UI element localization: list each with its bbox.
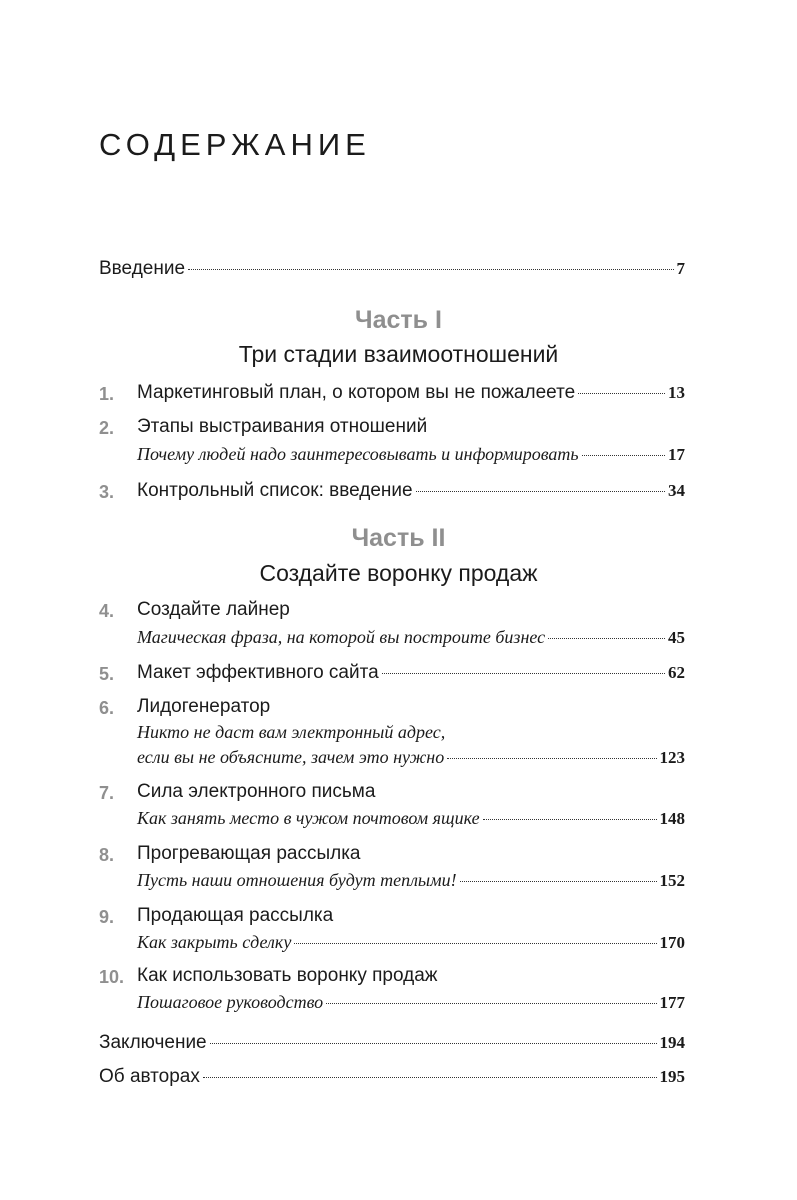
- leader-dots: [483, 819, 657, 820]
- page-title: СОДЕРЖАНИЕ: [99, 127, 371, 162]
- chapter-title: Сила электронного письма: [137, 781, 376, 802]
- toc-entry-chapter-3[interactable]: [137, 480, 685, 502]
- toc-entry-chapter-6-subtitle[interactable]: [137, 747, 685, 768]
- page-number: 45: [668, 628, 685, 647]
- chapter-title: Лидогенератор: [137, 696, 271, 717]
- chapter-title: Этапы выстраивания отношений: [137, 416, 428, 437]
- page-number: 177: [659, 993, 685, 1012]
- page-number: 170: [659, 933, 685, 952]
- chapter-subtitle: Никто не даст вам электронный адрес,: [137, 722, 446, 742]
- chapter-number: 9.: [99, 907, 115, 927]
- page-number: 152: [659, 871, 685, 890]
- chapter-number: 1.: [99, 384, 115, 404]
- leader-dots: [582, 455, 665, 456]
- toc-entry-label: Об авторах: [99, 1066, 200, 1087]
- toc-entry-chapter-7: [137, 781, 375, 803]
- chapter-number: 8.: [99, 845, 115, 865]
- toc-entry-chapter-1[interactable]: [137, 382, 685, 404]
- toc-entry-chapter-2: [137, 416, 427, 438]
- part-label: Часть II: [351, 524, 446, 552]
- toc-entry-chapter-9: [137, 905, 333, 927]
- leader-dots: [578, 393, 665, 394]
- toc-entry-chapter-7-subtitle[interactable]: [137, 808, 685, 829]
- leader-dots: [326, 1003, 656, 1004]
- chapter-number: 10.: [99, 967, 125, 987]
- leader-dots: [548, 638, 665, 639]
- leader-dots: [447, 758, 656, 759]
- chapter-title: Как использовать воронку продаж: [137, 965, 438, 986]
- chapter-number: 5.: [99, 664, 115, 684]
- page-number: 148: [659, 809, 685, 828]
- chapter-number: 6.: [99, 698, 115, 718]
- chapter-number: 7.: [99, 783, 115, 803]
- chapter-subtitle: Почему людей надо заинтересовывать и информировать: [137, 444, 579, 464]
- page-number: 62: [668, 663, 685, 682]
- page-number: 13: [668, 383, 685, 402]
- leader-dots: [382, 673, 665, 674]
- toc-entry-chapter-8: [137, 843, 361, 865]
- part-label: Часть I: [355, 306, 442, 334]
- chapter-title: Прогревающая рассылка: [137, 843, 361, 864]
- toc-entry-intro[interactable]: [99, 258, 685, 280]
- page-number: 123: [659, 748, 685, 767]
- leader-dots: [416, 491, 665, 492]
- chapter-number: 2.: [99, 418, 115, 438]
- toc-entry-chapter-10-subtitle[interactable]: [137, 992, 685, 1013]
- toc-entry-authors[interactable]: [99, 1066, 685, 1088]
- page-number: 195: [659, 1067, 685, 1086]
- page-number: 7: [676, 259, 685, 278]
- leader-dots: [294, 943, 656, 944]
- chapter-number: 4.: [99, 601, 115, 621]
- toc-entry-label: Введение: [99, 258, 186, 279]
- leader-dots: [188, 269, 673, 270]
- toc-entry-chapter-4-subtitle[interactable]: [137, 627, 685, 648]
- chapter-subtitle: Пошаговое руководство: [137, 992, 324, 1012]
- chapter-subtitle: если вы не объясните, зачем это нужно: [137, 747, 445, 767]
- leader-dots: [210, 1043, 657, 1044]
- chapter-subtitle: Магическая фраза, на которой вы построите бизнес: [137, 627, 546, 647]
- chapter-title: Контрольный список: введение: [137, 480, 413, 501]
- chapter-subtitle: Как закрыть сделку: [137, 932, 292, 952]
- leader-dots: [203, 1077, 657, 1078]
- chapter-title: Создайте лайнер: [137, 599, 290, 620]
- toc-entry-chapter-9-subtitle[interactable]: [137, 932, 685, 953]
- page-number: 194: [659, 1033, 685, 1052]
- chapter-subtitle: Как занять место в чужом почтовом ящике: [137, 808, 480, 828]
- chapter-title: Продающая рассылка: [137, 905, 334, 926]
- page-number: 17: [668, 445, 685, 464]
- toc-entry-label: Заключение: [99, 1032, 207, 1053]
- part-title: Создайте воронку продаж: [259, 560, 538, 586]
- chapter-number: 3.: [99, 482, 115, 502]
- toc-entry-chapter-8-subtitle[interactable]: [137, 870, 685, 891]
- chapter-title: Макет эффективного сайта: [137, 662, 379, 683]
- toc-entry-chapter-10: [137, 965, 437, 987]
- chapter-title: Маркетинговый план, о котором вы не пожалеете: [137, 382, 576, 403]
- toc-entry-chapter-4: [137, 599, 290, 621]
- toc-entry-conclusion[interactable]: [99, 1032, 685, 1054]
- chapter-subtitle: Пусть наши отношения будут теплыми!: [137, 870, 457, 890]
- toc-entry-chapter-2-subtitle[interactable]: [137, 444, 685, 465]
- part-title: Три стадии взаимоотношений: [238, 341, 559, 367]
- toc-entry-chapter-6: [137, 696, 270, 718]
- leader-dots: [460, 881, 657, 882]
- page-number: 34: [668, 481, 685, 500]
- toc-entry-chapter-5[interactable]: [137, 662, 685, 684]
